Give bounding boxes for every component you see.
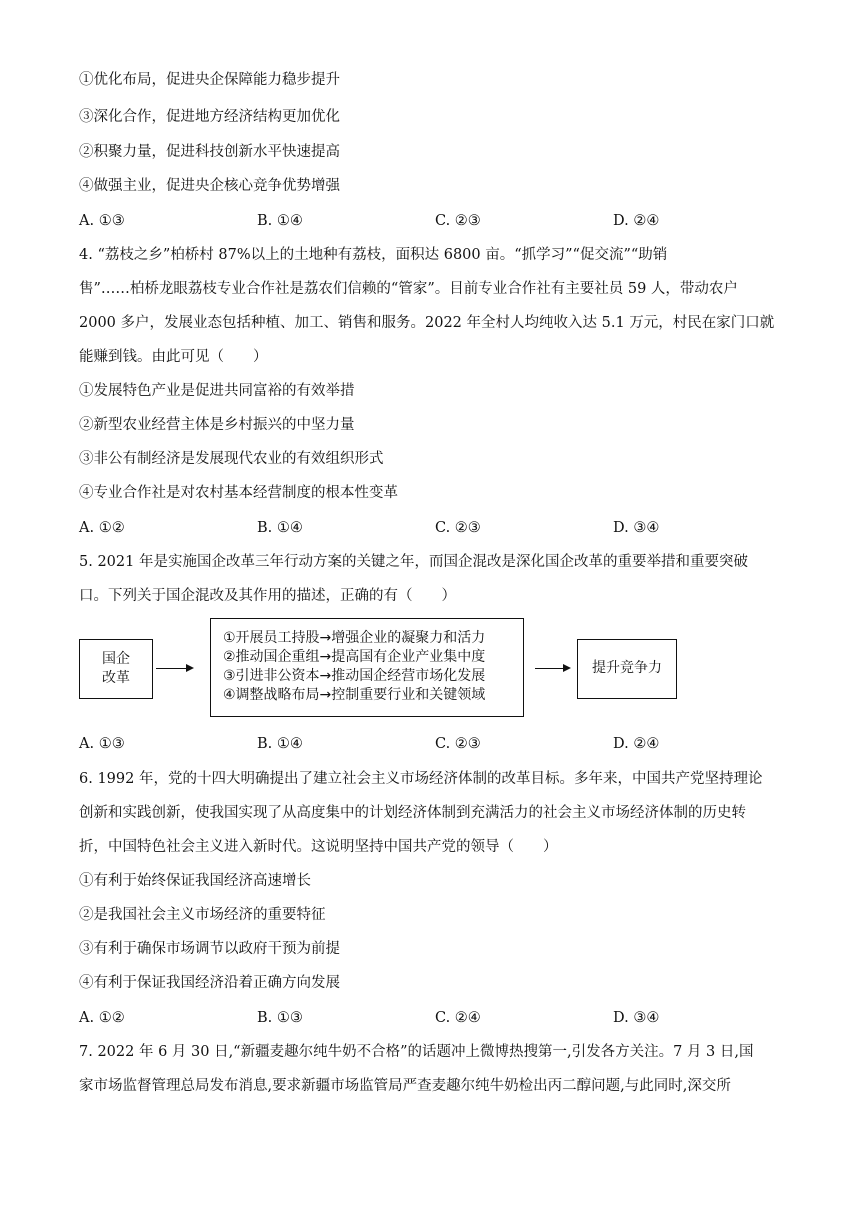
q6-option-b: B. ①③ (257, 1010, 303, 1026)
diagram-measure-2: ②推动国企重组→提高国有企业产业集中度 (223, 649, 486, 665)
q6-stem-line-1: 6. 1992 年，党的十四大明确提出了建立社会主义市场经济体制的改革目标。多年来，中国共产党坚持理论 (79, 771, 763, 787)
q6-option-d: D. ③④ (613, 1010, 660, 1026)
q3-option-b: B. ①④ (257, 213, 303, 229)
q6-stem-line-2: 创新和实践创新，使我国实现了从高度集中的计划经济体制到充满活力的社会主义市场经济体制的历史转 (79, 805, 746, 821)
q3-option-a: A. ①③ (79, 213, 125, 229)
q6-item-1: ①有利于始终保证我国经济高速增长 (79, 873, 311, 889)
q4-stem-line-2: 售”……柏桥龙眼荔枝专业合作社是荔农们信赖的“管家”。目前专业合作社有主要社员 59 人，带动农户 (79, 281, 738, 297)
q5-option-d: D. ②④ (613, 736, 660, 752)
q3-item-2: ②积聚力量，促进科技创新水平快速提高 (79, 144, 340, 160)
q4-item-4: ④专业合作社是对农村基本经营制度的根本性变革 (79, 485, 398, 501)
q4-options (79, 518, 799, 538)
diagram-measure-3: ③引进非公资本→推动国企经营市场化发展 (223, 668, 486, 684)
q5-stem-line-1: 5. 2021 年是实施国企改革三年行动方案的关键之年，而国企混改是深化国企改革的重要举措和重要突破 (79, 554, 748, 570)
q7-stem-line-1: 7. 2022 年 6 月 30 日,“新疆麦趣尔纯牛奶不合格”的话题冲上微博热搜第一,引发各方关注。7 月 3 日,国 (79, 1044, 754, 1060)
q5-reform-diagram (79, 618, 679, 718)
q5-option-c: C. ②③ (435, 736, 481, 752)
diagram-box-reform (79, 639, 153, 699)
q3-options (79, 211, 799, 231)
q7-stem-line-2: 家市场监督管理总局发布消息,要求新疆市场监管局严查麦趣尔纯牛奶检出丙二醇问题,与此同时,深交所 (79, 1078, 731, 1094)
q6-option-c: C. ②④ (435, 1010, 481, 1026)
q4-option-a: A. ①② (79, 520, 125, 536)
q3-item-3: ③深化合作，促进地方经济结构更加优化 (79, 109, 340, 125)
q3-option-d: D. ②④ (613, 213, 660, 229)
diagram-measure-1: ①开展员工持股→增强企业的凝聚力和活力 (223, 630, 486, 646)
q4-stem-line-4: 能赚到钱。由此可见（ ） (79, 349, 268, 365)
diagram-box-result: 提升竞争力 (577, 639, 677, 699)
q3-item-4: ④做强主业，促进央企核心竞争优势增强 (79, 178, 340, 194)
q5-option-b: B. ①④ (257, 736, 303, 752)
q6-stem-line-3: 折，中国特色社会主义进入新时代。这说明坚持中国共产党的领导（ ） (79, 839, 558, 855)
q4-option-b: B. ①④ (257, 520, 303, 536)
q4-option-d: D. ③④ (613, 520, 660, 536)
diagram-box-measures (210, 618, 524, 717)
q5-options (79, 734, 799, 754)
q6-item-2: ②是我国社会主义市场经济的重要特征 (79, 907, 326, 923)
diagram-box-reform-line-1: 国企 (102, 651, 130, 667)
q3-option-c: C. ②③ (435, 213, 481, 229)
q6-item-4: ④有利于保证我国经济沿着正确方向发展 (79, 975, 340, 991)
q4-stem-line-3: 2000 多户，发展业态包括种植、加工、销售和服务。2022 年全村人均纯收入达 5.1 万元，村民在家门口就 (79, 315, 775, 331)
diagram-measure-4: ④调整战略布局→控制重要行业和关键领域 (223, 687, 486, 703)
q6-option-a: A. ①② (79, 1010, 125, 1026)
q4-item-1: ①发展特色产业是促进共同富裕的有效举措 (79, 383, 355, 399)
q5-option-a: A. ①③ (79, 736, 125, 752)
q6-item-3: ③有利于确保市场调节以政府干预为前提 (79, 941, 340, 957)
q4-option-c: C. ②③ (435, 520, 481, 536)
q4-item-3: ③非公有制经济是发展现代农业的有效组织形式 (79, 451, 384, 467)
q4-item-2: ②新型农业经营主体是乡村振兴的中坚力量 (79, 417, 355, 433)
q3-item-1: ①优化布局，促进央企保障能力稳步提升 (79, 72, 340, 88)
q6-options (79, 1008, 799, 1028)
right-arrow-icon (156, 668, 192, 669)
diagram-box-reform-line-2: 改革 (102, 670, 130, 686)
q4-stem-line-1: 4. “荔枝之乡”柏桥村 87%以上的土地种有荔枝，面积达 6800 亩。“抓学习”“促交流”“助销 (79, 247, 668, 263)
right-arrow-icon (535, 668, 569, 669)
q5-stem-line-2: 口。下列关于国企混改及其作用的描述，正确的有（ ） (79, 588, 456, 604)
